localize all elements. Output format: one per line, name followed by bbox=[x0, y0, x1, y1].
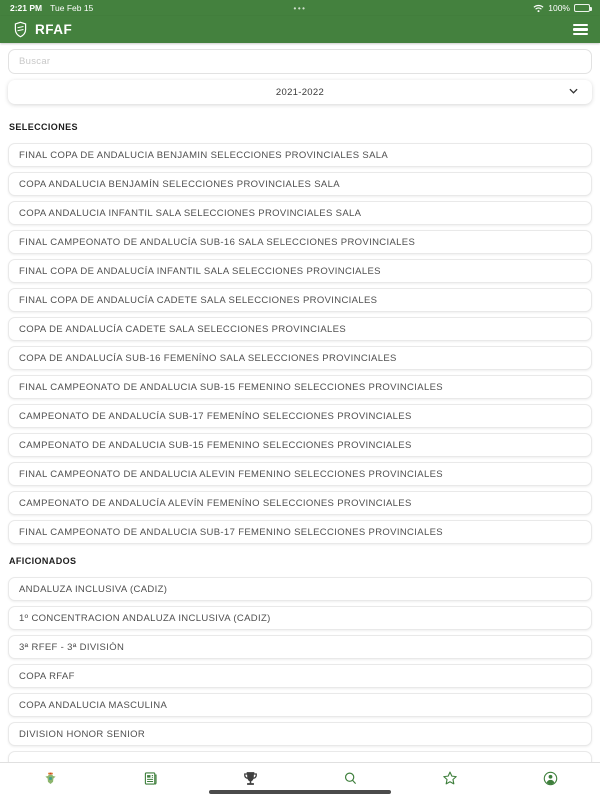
list-item-label: FINAL CAMPEONATO DE ANDALUCÍA SUB-16 SALA SELECCIONES PROVINCIALES bbox=[19, 236, 416, 248]
search-input[interactable] bbox=[8, 49, 592, 74]
list-item-label: FINAL CAMPEONATO DE ANDALUCIA SUB-17 FEMENINO SELECCIONES PROVINCIALES bbox=[19, 526, 443, 538]
list-item-label: COPA RFAF bbox=[19, 670, 75, 682]
list-item[interactable] bbox=[8, 722, 592, 746]
tab-home[interactable] bbox=[0, 770, 100, 787]
profile-icon bbox=[542, 770, 559, 787]
list-item-label: FINAL COPA DE ANDALUCÍA INFANTIL SALA SELECCIONES PROVINCIALES bbox=[19, 265, 381, 277]
wifi-icon bbox=[533, 4, 544, 13]
app-header bbox=[0, 16, 600, 43]
list-item-label: CAMPEONATO DE ANDALUCÍA SUB-17 FEMENÍNO SELECCIONES PROVINCIALES bbox=[19, 410, 412, 422]
status-date: Tue Feb 15 bbox=[50, 3, 94, 13]
search-icon bbox=[342, 770, 359, 787]
season-selector[interactable] bbox=[8, 80, 592, 104]
battery-percent: 100% bbox=[548, 3, 570, 13]
list-item[interactable] bbox=[8, 491, 592, 515]
list-item[interactable] bbox=[8, 520, 592, 544]
rfaf-crest-icon bbox=[42, 770, 59, 787]
tab-favorites[interactable] bbox=[400, 770, 500, 787]
list-item[interactable] bbox=[8, 172, 592, 196]
list-item[interactable] bbox=[8, 143, 592, 167]
battery-icon bbox=[574, 4, 590, 12]
status-center-dots: ••• bbox=[293, 3, 307, 13]
list-item-label: COPA ANDALUCIA MASCULINA bbox=[19, 699, 168, 711]
list-item[interactable] bbox=[8, 375, 592, 399]
list-item-label: COPA DE ANDALUCÍA CADETE SALA SELECCIONES PROVINCIALES bbox=[19, 323, 347, 335]
home-indicator[interactable] bbox=[209, 790, 391, 794]
list-item-label: FINAL COPA DE ANDALUCIA BENJAMIN SELECCIONES PROVINCIALES SALA bbox=[19, 149, 389, 161]
season-selector-value: 2021-2022 bbox=[275, 86, 325, 98]
tab-news[interactable] bbox=[100, 770, 200, 787]
list-item[interactable] bbox=[8, 259, 592, 283]
section-title-selecciones: SELECCIONES bbox=[9, 122, 78, 132]
list-item-label: CAMPEONATO DE ANDALUCÍA ALEVÍN FEMENÍNO SELECCIONES PROVINCIALES bbox=[19, 497, 412, 509]
tab-profile[interactable] bbox=[500, 770, 600, 787]
status-time: 2:21 PM bbox=[10, 3, 43, 13]
list-item[interactable] bbox=[8, 346, 592, 370]
section-title-aficionados: AFICIONADOS bbox=[9, 556, 77, 566]
list-item-label: COPA ANDALUCIA INFANTIL SALA SELECCIONES PROVINCIALES SALA bbox=[19, 207, 362, 219]
star-icon bbox=[441, 770, 459, 787]
status-bar bbox=[0, 0, 600, 16]
menu-icon[interactable] bbox=[573, 24, 588, 36]
trophy-icon bbox=[242, 770, 259, 787]
list-item-label: FINAL CAMPEONATO DE ANDALUCIA ALEVIN FEMENINO SELECCIONES PROVINCIALES bbox=[19, 468, 443, 480]
list-item[interactable] bbox=[8, 664, 592, 688]
competitions-scroll-area[interactable] bbox=[0, 43, 600, 762]
tab-search[interactable] bbox=[300, 770, 400, 787]
list-item[interactable] bbox=[8, 201, 592, 225]
list-item-partial[interactable] bbox=[8, 751, 592, 762]
list-item-label: FINAL COPA DE ANDALUCÍA CADETE SALA SELECCIONES PROVINCIALES bbox=[19, 294, 378, 306]
news-icon bbox=[142, 770, 159, 787]
list-item-label: FINAL CAMPEONATO DE ANDALUCIA SUB-15 FEMENINO SELECCIONES PROVINCIALES bbox=[19, 381, 443, 393]
list-item-label: 1º CONCENTRACION ANDALUZA INCLUSIVA (CADIZ) bbox=[19, 612, 271, 624]
app-title: RFAF bbox=[35, 22, 73, 37]
list-item[interactable] bbox=[8, 635, 592, 659]
list-item[interactable] bbox=[8, 230, 592, 254]
list-item-label: 3ª RFEF - 3ª DIVISIÓN bbox=[19, 641, 125, 653]
list-item[interactable] bbox=[8, 462, 592, 486]
list-item[interactable] bbox=[8, 317, 592, 341]
list-item[interactable] bbox=[8, 404, 592, 428]
list-item-label: DIVISION HONOR SENIOR bbox=[19, 728, 146, 740]
chevron-down-icon bbox=[569, 88, 578, 94]
list-item-label: COPA ANDALUCIA BENJAMÍN SELECCIONES PROVINCIALES SALA bbox=[19, 178, 340, 190]
tab-competitions[interactable] bbox=[200, 770, 300, 787]
list-item[interactable] bbox=[8, 433, 592, 457]
list-item[interactable] bbox=[8, 693, 592, 717]
list-item-label: CAMPEONATO DE ANDALUCIA SUB-15 FEMENINO SELECCIONES PROVINCIALES bbox=[19, 439, 412, 451]
list-item-label: ANDALUZA INCLUSIVA (CADIZ) bbox=[19, 583, 168, 595]
tab-bar bbox=[0, 762, 600, 800]
list-item[interactable] bbox=[8, 288, 592, 312]
list-item[interactable] bbox=[8, 606, 592, 630]
list-item-label: COPA DE ANDALUCÍA SUB-16 FEMENÍNO SALA SELECCIONES PROVINCIALES bbox=[19, 352, 397, 364]
list-item[interactable] bbox=[8, 577, 592, 601]
rfaf-logo-icon bbox=[12, 21, 29, 38]
